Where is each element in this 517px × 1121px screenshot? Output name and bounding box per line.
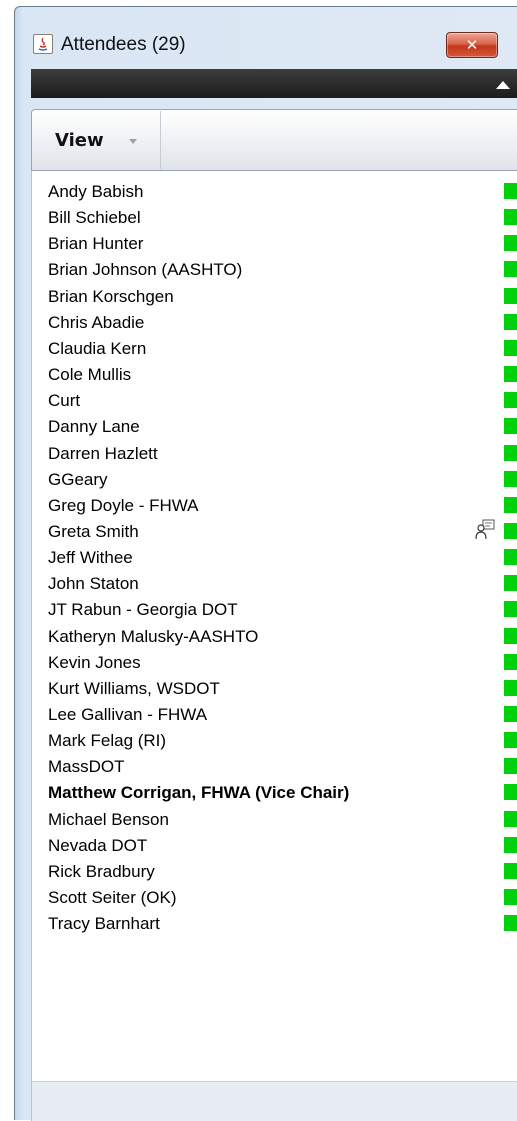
attendee-name: Greta Smith xyxy=(48,521,139,541)
attendees-toolbar xyxy=(31,109,517,171)
attendee-row[interactable] xyxy=(32,231,517,257)
attendee-name: Brian Hunter xyxy=(48,234,144,254)
close-button[interactable] xyxy=(446,32,498,58)
status-indicator-icon xyxy=(504,209,517,225)
attendee-row[interactable] xyxy=(32,388,517,414)
attendee-row[interactable] xyxy=(32,179,517,205)
attendee-name: Tracy Barnhart xyxy=(48,914,160,934)
attendee-name: Katheryn Malusky-AASHTO xyxy=(48,626,259,646)
status-indicator-icon xyxy=(504,784,517,800)
attendee-name: Cole Mullis xyxy=(48,365,132,385)
attendee-name: Brian Korschgen xyxy=(48,286,174,306)
status-indicator-icon xyxy=(504,549,517,565)
presenter-icon xyxy=(474,519,496,546)
status-indicator-icon xyxy=(504,837,517,853)
attendee-row[interactable] xyxy=(32,519,517,545)
attendee-name: MassDOT xyxy=(48,757,125,777)
attendee-row[interactable] xyxy=(32,859,517,885)
attendee-row[interactable] xyxy=(32,754,517,780)
attendee-name: Danny Lane xyxy=(48,417,140,437)
attendee-row[interactable] xyxy=(32,650,517,676)
attendee-name: Chris Abadie xyxy=(48,312,145,332)
attendee-row[interactable] xyxy=(32,310,517,336)
attendee-name: Scott Seiter (OK) xyxy=(48,888,177,908)
attendee-name: Matthew Corrigan, FHWA (Vice Chair) xyxy=(48,783,350,803)
attendee-row[interactable] xyxy=(32,257,517,283)
attendee-row[interactable] xyxy=(32,571,517,597)
attendee-row[interactable] xyxy=(32,284,517,310)
status-indicator-icon xyxy=(504,915,517,931)
status-indicator-icon xyxy=(504,889,517,905)
attendee-row[interactable] xyxy=(32,597,517,623)
title-bar[interactable] xyxy=(15,7,517,67)
status-indicator-icon xyxy=(504,366,517,382)
attendee-name: Darren Hazlett xyxy=(48,443,158,463)
status-indicator-icon xyxy=(504,654,517,670)
status-indicator-icon xyxy=(504,732,517,748)
status-indicator-icon xyxy=(504,445,517,461)
attendee-name: John Staton xyxy=(48,574,139,594)
attendee-name: Bill Schiebel xyxy=(48,208,141,228)
attendee-row[interactable] xyxy=(32,676,517,702)
status-indicator-icon xyxy=(504,628,517,644)
view-menu-label: View xyxy=(55,130,104,151)
status-indicator-icon xyxy=(504,706,517,722)
attendee-name: Rick Bradbury xyxy=(48,861,155,881)
attendee-name: Nevada DOT xyxy=(48,835,148,855)
status-bar xyxy=(31,1081,517,1121)
attendee-name: Curt xyxy=(48,391,81,411)
status-indicator-icon xyxy=(504,497,517,513)
attendee-name: JT Rabun - Georgia DOT xyxy=(48,600,238,620)
attendee-row[interactable] xyxy=(32,780,517,806)
attendee-row[interactable] xyxy=(32,467,517,493)
window-title: Attendees (29) xyxy=(61,34,186,55)
panel-header-bar xyxy=(31,69,517,98)
attendee-name: Lee Gallivan - FHWA xyxy=(48,705,208,724)
status-indicator-icon xyxy=(504,392,517,408)
attendee-list[interactable] xyxy=(31,171,517,1081)
attendee-row[interactable] xyxy=(32,833,517,859)
status-indicator-icon xyxy=(504,340,517,356)
attendee-row[interactable] xyxy=(32,702,517,728)
attendee-name: Michael Benson xyxy=(48,809,169,829)
attendee-row[interactable] xyxy=(32,441,517,467)
java-icon xyxy=(33,34,53,54)
status-indicator-icon xyxy=(504,523,517,539)
attendee-name: Kevin Jones xyxy=(48,652,141,672)
close-icon: ✕ xyxy=(465,36,479,54)
attendee-name: Mark Felag (RI) xyxy=(48,731,167,751)
status-indicator-icon xyxy=(504,183,517,199)
status-indicator-icon xyxy=(504,758,517,774)
status-indicator-icon xyxy=(504,811,517,827)
attendee-name: GGeary xyxy=(48,469,108,489)
status-indicator-icon xyxy=(504,601,517,617)
attendee-row[interactable] xyxy=(32,885,517,911)
attendee-name: Brian Johnson (AASHTO) xyxy=(48,260,243,280)
attendee-name: Kurt Williams, WSDOT xyxy=(48,678,220,698)
status-indicator-icon xyxy=(504,418,517,434)
status-indicator-icon xyxy=(504,680,517,696)
attendee-name: Greg Doyle - FHWA xyxy=(48,495,199,515)
status-indicator-icon xyxy=(504,863,517,879)
attendee-row[interactable] xyxy=(32,493,517,519)
attendee-name: Andy Babish xyxy=(48,182,144,201)
status-indicator-icon xyxy=(504,575,517,591)
attendee-row[interactable] xyxy=(32,414,517,440)
status-indicator-icon xyxy=(504,235,517,251)
attendee-row[interactable] xyxy=(32,624,517,650)
attendee-name: Claudia Kern xyxy=(48,338,147,358)
status-indicator-icon xyxy=(504,471,517,487)
attendee-row[interactable] xyxy=(32,911,517,937)
attendee-row[interactable] xyxy=(32,336,517,362)
status-indicator-icon xyxy=(504,314,517,330)
collapse-arrow-icon[interactable] xyxy=(496,81,510,89)
attendee-row[interactable] xyxy=(32,545,517,571)
attendee-name: Jeff Withee xyxy=(48,548,133,568)
status-indicator-icon xyxy=(504,288,517,304)
attendees-window xyxy=(14,6,517,1120)
attendee-row[interactable] xyxy=(32,807,517,833)
attendee-row[interactable] xyxy=(32,362,517,388)
chevron-down-icon xyxy=(129,139,137,144)
attendee-row[interactable] xyxy=(32,728,517,754)
status-indicator-icon xyxy=(504,261,517,277)
view-menu-button[interactable] xyxy=(33,111,161,169)
attendee-row[interactable] xyxy=(32,205,517,231)
